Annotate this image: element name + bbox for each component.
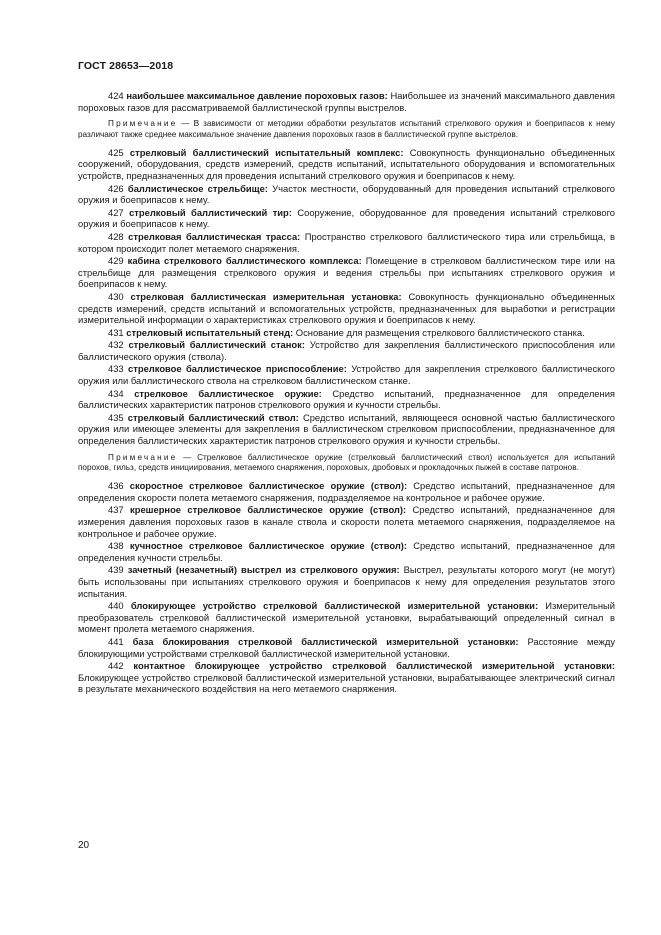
entry-425: 425 стрелковый баллистический испытательный комплекс: Совокупность функционально объединенных сооружений, оборудования, средств измерений, средств испытаний, испытательного оборудования и вспомогательных устройств, предназначенных для проведения испытаний стрелкового оружия и боеприпасов к нему.: [78, 146, 615, 181]
entry-432: 432 стрелковый баллистический станок: Устройство для закрепления баллистического приспособления или баллистического оружия (ствола).: [78, 339, 615, 362]
entry-426: 426 баллистическое стрельбище: Участок местности, оборудованный для проведения испытаний стрелкового оружия и боеприпасов к нему.: [78, 182, 615, 206]
entry-436: 436 скоростное стрелковое баллистическое оружие (ствол): Средство испытаний, предназначенное для определения скорости полета метаемого снаряжения, подразделяемое на контрольное и рабочее оружие.: [78, 480, 615, 503]
entry-428: 428 стрелковая баллистическая трасса: Пространство стрелкового баллистического тира или стрельбища, в котором происходит полет метаемого снаряжения.: [78, 230, 616, 254]
entry-437: 437 крешерное стрелковое баллистическое оружие (ствол): Средство испытаний, предназначенное для измерения давления пороховых газов в канале ствола и скорости полета метаемого снаряжения, подразделяемое на контрольное и рабочее оружие.: [78, 504, 615, 539]
entry-430: 430 стрелковая баллистическая измерительная установка: Совокупность функционально объединенных средств измерений, средств испытаний и вспомогательных устройств, предназначенных для выработки и регистрации измерительной информации о характеристиках стрелкового оружия и боеприпасов к нему.: [78, 290, 615, 326]
entry-431: 431 стрелковый испытательный стенд: Основание для размещения стрелкового баллистического станка.: [108, 326, 585, 338]
entry-435: 435 стрелковый баллистический ствол: Средство испытаний, являющееся основной частью баллистического оружия или имеющее элементы для закрепления в баллистическом стрелковом приспособлении, предназначенное для определения баллистических характеристик патронов стрелкового оружия и кучности стрельбы.: [78, 411, 616, 447]
entry-439: 439 зачетный (незачетный) выстрел из стрелкового оружия: Выстрел, результаты которого могут (не могут) быть использованы при испытаниях стрелкового оружия и боеприпасов к нему для определения результатов этого испытания.: [78, 564, 615, 599]
note-2: Примечание — Стрелковое баллистическое оружие (стрелковый баллистический ствол) используется для испытаний порохов, гильз, средств инициирования, метаемого снаряжения, пороховых, дробовых и прокладочных пыжей в составе патронов.: [78, 452, 615, 473]
entry-441: 441 база блокирования стрелковой баллистической измерительной установки: Расстояние между блокирующими устройствами стрелковой баллистической измерительной установки.: [78, 635, 616, 659]
entry-433: 433 стрелковое баллистическое приспособление: Устройство для закрепления стрелкового баллистического оружия или баллистического ствола на стрелковом баллистическом станке.: [78, 363, 615, 387]
entry-429: 429 кабина стрелкового баллистического комплекса: Помещение в стрелковом баллистическом тире или на стрельбище для размещения стрелкового оружия и ведения стрельбы при испытаниях стрелкового оружия и боеприпасов к нему.: [78, 255, 615, 290]
entry-442: 442 контактное блокирующее устройство стрелковой баллистической измерительной установки: Блокирующее устройство стрелковой баллистической измерительной установки, вырабатывающее электрический сигнал в результате механического воздействия на него метаемого снаряжения.: [78, 660, 615, 695]
note-1: Примечание — В зависимости от методики обработки результатов испытаний стрелкового оружия и боеприпасов к нему различают также среднее максимальное значение давления пороховых газов в баллистической группе выстрелов.: [78, 119, 615, 139]
page-number: 20: [78, 840, 90, 851]
standard-header: ГОСТ 28653—2018: [78, 60, 174, 72]
entry-438: 438 кучностное стрелковое баллистическое оружие (ствол): Средство испытаний, предназначенное для определения кучности стрельбы.: [78, 540, 616, 563]
document-body: [78, 90, 615, 696]
entry-440: 440 блокирующее устройство стрелковой баллистической измерительной установки: Измерительный преобразователь стрелковой баллистической измерительной установки, вырабатывающий определенный сигнал в момент пролета метаемого снаряжения.: [78, 600, 616, 635]
entry-434: 434 стрелковое баллистическое оружие: Средство испытаний, предназначенное для определения баллистических характеристик патронов стрелкового оружия и кучности стрельбы.: [78, 387, 616, 411]
entry-424: 424 наибольшее максимальное давление пороховых газов: Наибольшее из значений максимального давления пороховых газов для рассматриваемой баллистической группы выстрелов.: [78, 90, 615, 113]
entry-427: 427 стрелковый баллистический тир: Сооружение, оборудованное для проведения испытаний стрелкового оружия и боеприпасов к нему.: [78, 206, 616, 230]
